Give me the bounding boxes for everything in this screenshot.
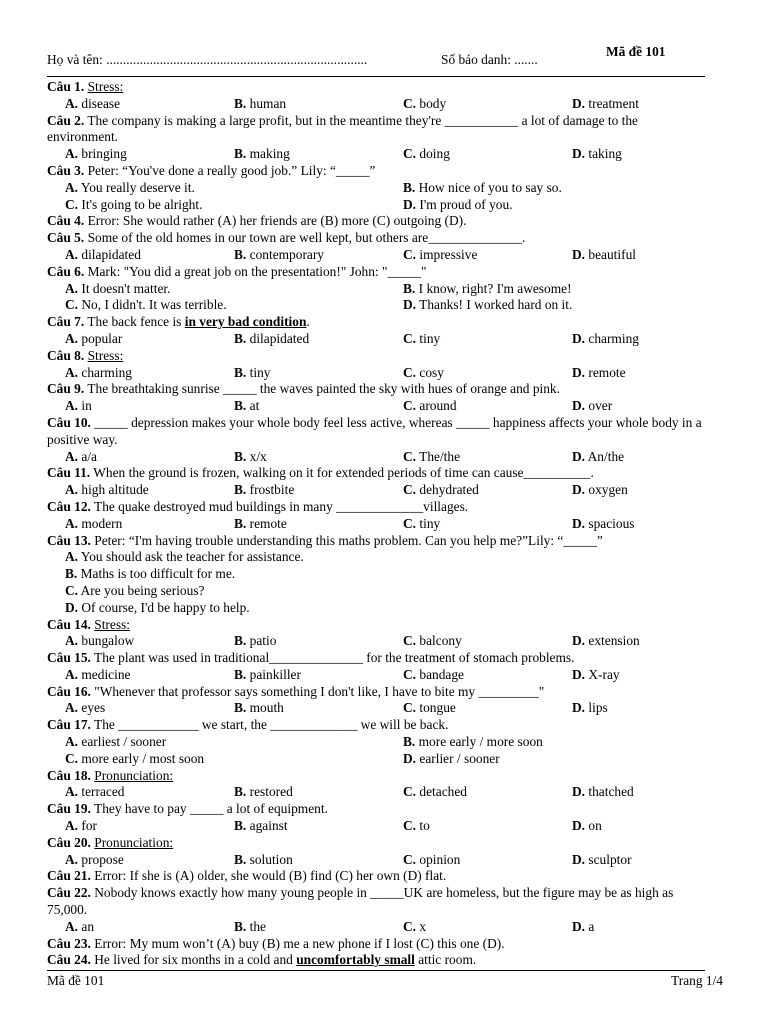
option-b[interactable]: B. restored — [234, 784, 293, 800]
question-9: Câu 9. The breathtaking sunrise _____ the waves painted the sky with hues of orange and pink. — [47, 381, 560, 397]
option-c[interactable]: C. detached — [403, 784, 467, 800]
options-q12 — [47, 516, 707, 533]
options-q22 — [47, 919, 707, 936]
option-d[interactable]: D. spacious — [572, 515, 635, 531]
option-a[interactable]: A. earliest / sooner — [65, 734, 167, 750]
question-22: Câu 22. Nobody knows exactly how many young people in _____UK are homeless, but the figure may be as high as 75,000. — [47, 885, 674, 918]
question-8: Câu 8. Stress: — [47, 347, 124, 363]
option-b[interactable]: B. against — [234, 818, 288, 834]
option-b[interactable]: B. tiny — [234, 364, 271, 380]
option-c[interactable]: C. impressive — [403, 246, 478, 262]
option-a[interactable]: A. for — [65, 818, 98, 834]
options-q16 — [47, 700, 707, 717]
options-q3-ab — [47, 180, 707, 197]
option-c[interactable]: C. tongue — [403, 700, 456, 716]
option-d[interactable]: D. I'm proud of you. — [403, 196, 513, 212]
option-b[interactable]: B. I know, right? I'm awesome! — [403, 280, 572, 296]
question-15: Câu 15. The plant was used in traditional______________ for the treatment of stomach problems. — [47, 650, 575, 666]
option-a[interactable]: A. propose — [65, 851, 124, 867]
question-21: Câu 21. Error: If she is (A) older, she would (B) find (C) her own (D) flat. — [47, 868, 447, 884]
option-d[interactable]: D. charming — [572, 330, 639, 346]
option-b[interactable]: B. remote — [234, 515, 287, 531]
option-c[interactable]: C. The/the — [403, 448, 461, 464]
options-q6-ab — [47, 281, 707, 298]
options-q1 — [47, 96, 707, 113]
option-d[interactable]: D. on — [572, 818, 602, 834]
question-13: Câu 13. Peter: “I'm having trouble understanding this maths problem. Can you help me?”Lily: “_____” — [47, 532, 603, 548]
question-17: Câu 17. The ____________ we start, the _____________ we will be back. — [47, 717, 449, 733]
question-20: Câu 20. Pronunciation: — [47, 834, 174, 850]
question-3: Câu 3. Peter: “You've done a really good job.” Lily: “_____” — [47, 162, 376, 178]
option-d[interactable]: D. earlier / sooner — [403, 750, 500, 766]
question-list — [47, 79, 707, 969]
student-info-header — [47, 52, 707, 68]
option-b[interactable]: B. the — [234, 918, 266, 934]
option-c[interactable]: C. bandage — [403, 666, 465, 682]
question-14: Câu 14. Stress: — [47, 616, 130, 632]
options-q15 — [47, 667, 707, 684]
options-q3-cd — [47, 197, 707, 214]
option-d[interactable]: D. Of course, I'd be happy to help. — [65, 599, 250, 615]
question-19: Câu 19. They have to pay _____ a lot of equipment. — [47, 801, 328, 817]
question-23: Câu 23. Error: My mum won’t (A) buy (B) me a new phone if I lost (C) this one (D). — [47, 935, 505, 951]
option-c[interactable]: C. It's going to be alright. — [65, 196, 203, 212]
option-a[interactable]: A. medicine — [65, 666, 131, 682]
option-d[interactable]: D. taking — [572, 146, 622, 162]
options-q20 — [47, 852, 707, 869]
question-16: Câu 16. "Whenever that professor says something I don't like, I have to bite my _________" — [47, 683, 545, 699]
option-d[interactable]: D. oxygen — [572, 482, 628, 498]
options-q10 — [47, 449, 707, 466]
option-a[interactable]: A. It doesn't matter. — [65, 280, 171, 296]
emphasized-phrase: uncomfortably small — [296, 952, 415, 968]
option-c[interactable]: C. tiny — [403, 330, 441, 346]
option-b[interactable]: B. more early / more soon — [403, 734, 543, 750]
question-18: Câu 18. Pronunciation: — [47, 767, 174, 783]
option-d[interactable]: D. a — [572, 918, 595, 934]
option-b[interactable]: B. mouth — [234, 700, 284, 716]
option-c[interactable]: C. tiny — [403, 515, 441, 531]
option-a[interactable]: A. eyes — [65, 700, 106, 716]
question-7: Câu 7. The back fence is in very bad condition. — [47, 314, 310, 330]
option-c[interactable]: C. x — [403, 918, 427, 934]
option-b[interactable]: B. patio — [234, 633, 277, 649]
question-1: Câu 1. Stress: — [47, 79, 124, 94]
option-c[interactable]: C. No, I didn't. It was terrible. — [65, 297, 227, 313]
option-b[interactable]: B. How nice of you to say so. — [403, 179, 562, 195]
question-2: Câu 2. The company is making a large profit, but in the meantime they're ___________ a lot of damage to the environment. — [47, 112, 638, 145]
option-b[interactable]: B. x/x — [234, 448, 267, 464]
exam-code: Mã đề 101 — [606, 44, 666, 59]
option-a[interactable]: A. modern — [65, 515, 123, 531]
option-a[interactable]: A. bungalow — [65, 633, 135, 649]
option-b[interactable]: B. dilapidated — [234, 330, 310, 346]
footer-divider — [47, 970, 705, 971]
option-c[interactable]: C. doing — [403, 146, 450, 162]
options-q7 — [47, 331, 707, 348]
option-b[interactable]: B. at — [234, 398, 260, 414]
question-5: Câu 5. Some of the old homes in our town are well kept, but others are______________. — [47, 230, 526, 246]
options-q14 — [47, 633, 707, 650]
option-d[interactable]: D. lips — [572, 700, 608, 716]
options-q8 — [47, 365, 707, 382]
option-b[interactable]: B. solution — [234, 851, 293, 867]
option-c[interactable]: C. dehydrated — [403, 482, 479, 498]
page-number: Trang 1/4 — [671, 973, 723, 988]
name-field: Họ và tên: .............................................................................. — [47, 52, 368, 67]
option-d[interactable]: D. X-ray — [572, 666, 620, 682]
option-c[interactable]: C. more early / most soon — [65, 750, 205, 766]
option-d[interactable]: D. remote — [572, 364, 626, 380]
option-c[interactable]: C. around — [403, 398, 457, 414]
options-q2 — [47, 146, 707, 163]
option-c[interactable]: C. cosy — [403, 364, 444, 380]
option-a[interactable]: A. dilapidated — [65, 246, 141, 262]
option-a[interactable]: A. You should ask the teacher for assistance. — [65, 549, 304, 565]
option-d[interactable]: D. treatment — [572, 95, 639, 111]
question-11: Câu 11. When the ground is frozen, walking on it for extended periods of time can cause__________. — [47, 465, 594, 481]
option-d[interactable]: D. thatched — [572, 784, 634, 800]
option-a[interactable]: A. terraced — [65, 784, 125, 800]
footer-exam-code: Mã đề 101 — [47, 973, 105, 988]
option-c[interactable]: C. balcony — [403, 633, 462, 649]
option-b[interactable]: B. contemporary — [234, 246, 325, 262]
option-a[interactable]: A. in — [65, 398, 92, 414]
option-a[interactable]: A. an — [65, 918, 95, 934]
option-b[interactable]: B. making — [234, 146, 290, 162]
option-a[interactable]: A. disease — [65, 95, 121, 111]
option-a[interactable]: A. a/a — [65, 448, 97, 464]
options-q9 — [47, 398, 707, 415]
question-6: Câu 6. Mark: "You did a great job on the presentation!" John: "_____" — [47, 263, 427, 279]
option-d[interactable]: D. extension — [572, 633, 640, 649]
option-d[interactable]: D. sculptor — [572, 851, 632, 867]
header-divider — [47, 76, 705, 77]
footer — [47, 973, 723, 989]
stress-label: Stress: — [87, 79, 124, 94]
options-q19 — [47, 818, 707, 835]
option-c[interactable]: C. opinion — [403, 851, 461, 867]
option-d[interactable]: D. An/the — [572, 448, 625, 464]
options-q17-cd — [47, 751, 707, 768]
option-d[interactable]: D. over — [572, 398, 613, 414]
options-q18 — [47, 784, 707, 801]
option-a[interactable]: A. high altitude — [65, 482, 149, 498]
option-d[interactable]: D. beautiful — [572, 246, 636, 262]
option-a[interactable]: A. popular — [65, 330, 123, 346]
options-q6-cd — [47, 297, 707, 314]
option-c[interactable]: C. to — [403, 818, 430, 834]
options-q11 — [47, 482, 707, 499]
option-a[interactable]: A. charming — [65, 364, 132, 380]
option-a[interactable]: A. bringing — [65, 146, 127, 162]
option-b[interactable]: B. Maths is too difficult for me. — [65, 566, 236, 582]
option-b[interactable]: B. painkiller — [234, 666, 301, 682]
emphasized-phrase: in very bad condition — [184, 314, 307, 330]
option-c[interactable]: C. body — [403, 95, 447, 111]
question-10: Câu 10. _____ depression makes your whole body feel less active, whereas _____ happiness affects your whole body in a positive way. — [47, 414, 702, 447]
option-d[interactable]: D. Thanks! I worked hard on it. — [403, 297, 573, 313]
option-b[interactable]: B. human — [234, 95, 287, 111]
candidate-number-field: Số báo danh: ....... — [441, 52, 538, 67]
option-a[interactable]: A. You really deserve it. — [65, 179, 195, 195]
question-12: Câu 12. The quake destroyed mud buildings in many _____________villages. — [47, 498, 469, 514]
option-b[interactable]: B. frostbite — [234, 482, 295, 498]
option-c[interactable]: C. Are you being serious? — [65, 582, 205, 598]
question-4: Câu 4. Error: She would rather (A) her friends are (B) more (C) outgoing (D). — [47, 213, 467, 229]
options-q17-ab — [47, 734, 707, 751]
question-24: Câu 24. He lived for six months in a cold and uncomfortably small attic room. — [47, 952, 477, 968]
options-q5 — [47, 247, 707, 264]
